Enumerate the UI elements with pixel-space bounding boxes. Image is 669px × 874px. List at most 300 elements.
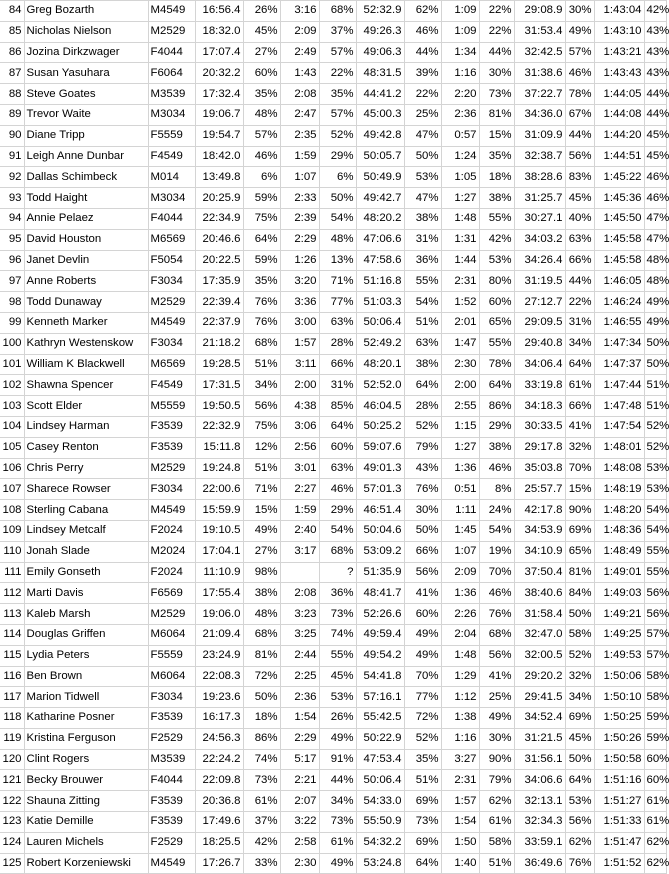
cell-run-pct: 30% — [565, 1, 594, 22]
cell-t1-time: 3:22 — [280, 812, 319, 833]
cell-division: F2024 — [148, 562, 195, 583]
cell-swim-pct: 59% — [243, 188, 280, 209]
cell-swim-time: 20:22.5 — [195, 250, 243, 271]
cell-run-time: 30:33.5 — [514, 416, 565, 437]
table-row — [0, 1, 666, 22]
cell-t2-pct: 53% — [479, 250, 514, 271]
cell-bike-pct: 49% — [404, 645, 441, 666]
table-row — [0, 458, 666, 479]
cell-t2-time: 1:50 — [441, 832, 479, 853]
cell-run-pct: 67% — [565, 104, 594, 125]
cell-total-time: 1:48:19 — [594, 479, 644, 500]
cell-division: M2024 — [148, 541, 195, 562]
cell-t2-pct: 78% — [479, 354, 514, 375]
cell-division: F2529 — [148, 728, 195, 749]
cell-bike-pct: 43% — [404, 458, 441, 479]
cell-t2-pct: 29% — [479, 416, 514, 437]
cell-bike-pct: 44% — [404, 42, 441, 63]
cell-swim-pct: 68% — [243, 333, 280, 354]
cell-run-pct: 63% — [565, 229, 594, 250]
cell-bike-time: 52:26.6 — [356, 604, 404, 625]
cell-run-time: 31:09.9 — [514, 125, 565, 146]
cell-place: 94 — [0, 208, 24, 229]
cell-place: 90 — [0, 125, 24, 146]
cell-bike-time: 46:04.5 — [356, 396, 404, 417]
cell-name: Anne Roberts — [24, 271, 148, 292]
cell-bike-time: 53:09.2 — [356, 541, 404, 562]
table-row — [0, 853, 666, 874]
cell-place: 120 — [0, 749, 24, 770]
cell-total-time: 1:47:48 — [594, 396, 644, 417]
cell-division: F5054 — [148, 250, 195, 271]
cell-bike-time: 51:35.9 — [356, 562, 404, 583]
cell-t1-pct: 63% — [319, 458, 356, 479]
cell-place: 112 — [0, 583, 24, 604]
cell-run-time: 31:21.5 — [514, 728, 565, 749]
cell-swim-time: 17:49.6 — [195, 812, 243, 833]
cell-name: Diane Tripp — [24, 125, 148, 146]
cell-swim-time: 17:04.1 — [195, 541, 243, 562]
cell-name: Katie Demille — [24, 812, 148, 833]
cell-name: Douglas Griffen — [24, 624, 148, 645]
cell-t1-pct: 73% — [319, 812, 356, 833]
cell-t2-pct: 58% — [479, 832, 514, 853]
cell-run-time: 29:08.9 — [514, 1, 565, 22]
cell-t2-time: 1:16 — [441, 728, 479, 749]
cell-name: Sterling Cabana — [24, 500, 148, 521]
cell-place: 119 — [0, 728, 24, 749]
cell-t2-time: 2:01 — [441, 312, 479, 333]
cell-name: Shawna Spencer — [24, 375, 148, 396]
table-row — [0, 104, 666, 125]
cell-bike-time: 57:16.1 — [356, 687, 404, 708]
cell-run-pct: 90% — [565, 500, 594, 521]
table-row — [0, 396, 666, 417]
cell-division: M4549 — [148, 853, 195, 874]
cell-bike-pct: 41% — [404, 583, 441, 604]
cell-place: 109 — [0, 520, 24, 541]
cell-t1-pct: 73% — [319, 604, 356, 625]
cell-name: Nicholas Nielson — [24, 21, 148, 42]
cell-division: F4044 — [148, 42, 195, 63]
cell-swim-time: 22:32.9 — [195, 416, 243, 437]
cell-swim-pct: 45% — [243, 21, 280, 42]
cell-total-time: 1:48:36 — [594, 520, 644, 541]
cell-swim-time: 19:54.7 — [195, 125, 243, 146]
table-row — [0, 791, 666, 812]
cell-division: F3539 — [148, 416, 195, 437]
cell-total-time: 1:43:10 — [594, 21, 644, 42]
cell-total-time: 1:51:47 — [594, 832, 644, 853]
cell-run-time: 29:17.8 — [514, 437, 565, 458]
cell-t2-time: 1:48 — [441, 208, 479, 229]
cell-place: 123 — [0, 812, 24, 833]
cell-place: 88 — [0, 84, 24, 105]
cell-swim-pct: 37% — [243, 812, 280, 833]
cell-swim-time: 19:50.5 — [195, 396, 243, 417]
cell-t1-time: 1:26 — [280, 250, 319, 271]
cell-run-pct: 56% — [565, 812, 594, 833]
cell-place: 115 — [0, 645, 24, 666]
cell-t1-time: 3:00 — [280, 312, 319, 333]
cell-t2-time: 2:09 — [441, 562, 479, 583]
cell-swim-pct: 57% — [243, 125, 280, 146]
cell-bike-pct: 54% — [404, 292, 441, 313]
cell-bike-time: 47:53.4 — [356, 749, 404, 770]
cell-total-pct: 60% — [644, 749, 666, 770]
cell-swim-pct: 35% — [243, 84, 280, 105]
cell-place: 96 — [0, 250, 24, 271]
cell-total-time: 1:47:44 — [594, 375, 644, 396]
cell-run-time: 32:00.5 — [514, 645, 565, 666]
cell-t2-pct: 65% — [479, 312, 514, 333]
cell-place: 101 — [0, 354, 24, 375]
cell-t1-pct: 77% — [319, 292, 356, 313]
cell-bike-pct: 52% — [404, 728, 441, 749]
cell-t1-time: 2:40 — [280, 520, 319, 541]
table-row — [0, 21, 666, 42]
cell-total-pct: 43% — [644, 63, 666, 84]
cell-total-time: 1:43:04 — [594, 1, 644, 22]
cell-t2-time: 1:54 — [441, 812, 479, 833]
cell-bike-pct: 77% — [404, 687, 441, 708]
cell-t2-time: 1:27 — [441, 437, 479, 458]
cell-place: 93 — [0, 188, 24, 209]
cell-t2-pct: 76% — [479, 604, 514, 625]
cell-bike-time: 47:58.6 — [356, 250, 404, 271]
cell-run-time: 34:53.9 — [514, 520, 565, 541]
cell-swim-time: 23:24.9 — [195, 645, 243, 666]
cell-swim-pct: 68% — [243, 624, 280, 645]
cell-bike-pct: 51% — [404, 770, 441, 791]
cell-t2-pct: 25% — [479, 687, 514, 708]
cell-t2-pct: 19% — [479, 541, 514, 562]
cell-t2-pct: 46% — [479, 458, 514, 479]
table-row — [0, 728, 666, 749]
cell-t2-pct: 38% — [479, 437, 514, 458]
cell-bike-pct: 46% — [404, 21, 441, 42]
cell-run-pct: 65% — [565, 541, 594, 562]
cell-t2-pct: 68% — [479, 624, 514, 645]
cell-run-time: 27:12.7 — [514, 292, 565, 313]
cell-t2-pct: 61% — [479, 812, 514, 833]
cell-t1-time: 1:43 — [280, 63, 319, 84]
cell-t1-time: 2:56 — [280, 437, 319, 458]
cell-bike-pct: 39% — [404, 63, 441, 84]
cell-t2-pct: 49% — [479, 708, 514, 729]
cell-swim-time: 18:42.0 — [195, 146, 243, 167]
cell-t1-pct: 46% — [319, 479, 356, 500]
cell-place: 87 — [0, 63, 24, 84]
cell-run-time: 29:09.5 — [514, 312, 565, 333]
cell-t2-pct: 86% — [479, 396, 514, 417]
cell-total-time: 1:48:49 — [594, 541, 644, 562]
cell-bike-pct: 79% — [404, 437, 441, 458]
cell-swim-pct: 86% — [243, 728, 280, 749]
cell-run-pct: 81% — [565, 562, 594, 583]
table-row — [0, 770, 666, 791]
cell-run-time: 34:03.2 — [514, 229, 565, 250]
cell-total-time: 1:49:21 — [594, 604, 644, 625]
cell-t2-time: 1:34 — [441, 42, 479, 63]
cell-run-pct: 70% — [565, 458, 594, 479]
cell-total-time: 1:51:52 — [594, 853, 644, 874]
cell-place: 95 — [0, 229, 24, 250]
cell-t1-time: 2:58 — [280, 832, 319, 853]
cell-bike-pct: 52% — [404, 416, 441, 437]
cell-run-time: 31:25.7 — [514, 188, 565, 209]
cell-t2-pct: 30% — [479, 63, 514, 84]
cell-run-pct: 32% — [565, 437, 594, 458]
cell-bike-time: 54:33.0 — [356, 791, 404, 812]
cell-bike-time: 54:32.2 — [356, 832, 404, 853]
cell-bike-time: 49:42.8 — [356, 125, 404, 146]
cell-bike-pct: 38% — [404, 354, 441, 375]
cell-t1-pct: 61% — [319, 832, 356, 853]
table-row — [0, 208, 666, 229]
cell-t1-pct: 60% — [319, 437, 356, 458]
cell-total-pct: 47% — [644, 229, 666, 250]
cell-t2-pct: 80% — [479, 271, 514, 292]
cell-t2-time: 2:31 — [441, 271, 479, 292]
cell-t2-time: 3:27 — [441, 749, 479, 770]
cell-place: 117 — [0, 687, 24, 708]
cell-run-time: 32:34.3 — [514, 812, 565, 833]
cell-t2-pct: 15% — [479, 125, 514, 146]
cell-t2-pct: 81% — [479, 104, 514, 125]
cell-total-time: 1:49:03 — [594, 583, 644, 604]
cell-bike-pct: 64% — [404, 853, 441, 874]
cell-total-pct: 44% — [644, 84, 666, 105]
cell-t1-time: 1:57 — [280, 333, 319, 354]
cell-total-pct: 58% — [644, 666, 666, 687]
cell-run-pct: 64% — [565, 770, 594, 791]
cell-swim-time: 22:24.2 — [195, 749, 243, 770]
cell-swim-time: 15:11.8 — [195, 437, 243, 458]
cell-run-time: 37:22.7 — [514, 84, 565, 105]
cell-name: William K Blackwell — [24, 354, 148, 375]
cell-division: M3034 — [148, 188, 195, 209]
cell-total-time: 1:43:43 — [594, 63, 644, 84]
cell-total-time: 1:47:34 — [594, 333, 644, 354]
cell-t1-time: 3:25 — [280, 624, 319, 645]
cell-bike-time: 50:06.4 — [356, 312, 404, 333]
cell-t1-time: 2:27 — [280, 479, 319, 500]
cell-name: Trevor Waite — [24, 104, 148, 125]
cell-run-pct: 34% — [565, 333, 594, 354]
cell-run-time: 35:03.8 — [514, 458, 565, 479]
cell-place: 121 — [0, 770, 24, 791]
cell-total-pct: 48% — [644, 250, 666, 271]
cell-run-time: 32:47.0 — [514, 624, 565, 645]
cell-total-time: 1:43:21 — [594, 42, 644, 63]
cell-t2-time: 1:11 — [441, 500, 479, 521]
cell-t1-time: 3:36 — [280, 292, 319, 313]
cell-run-time: 34:06.4 — [514, 354, 565, 375]
cell-total-pct: 57% — [644, 645, 666, 666]
cell-bike-time: 48:20.2 — [356, 208, 404, 229]
cell-t1-time: 1:59 — [280, 500, 319, 521]
cell-division: F3034 — [148, 271, 195, 292]
cell-swim-pct: 61% — [243, 791, 280, 812]
cell-swim-time: 16:17.3 — [195, 708, 243, 729]
cell-swim-time: 20:46.6 — [195, 229, 243, 250]
cell-t1-time: 2:47 — [280, 104, 319, 125]
cell-t2-pct: 51% — [479, 853, 514, 874]
table-row — [0, 541, 666, 562]
cell-division: F4044 — [148, 208, 195, 229]
cell-place: 102 — [0, 375, 24, 396]
cell-total-time: 1:44:20 — [594, 125, 644, 146]
cell-swim-time: 19:06.0 — [195, 604, 243, 625]
cell-swim-pct: 33% — [243, 853, 280, 874]
cell-bike-pct: 47% — [404, 188, 441, 209]
cell-t2-time: 1:29 — [441, 666, 479, 687]
cell-t1-time: 2:00 — [280, 375, 319, 396]
cell-name: Emily Gonseth — [24, 562, 148, 583]
cell-run-time: 31:58.4 — [514, 604, 565, 625]
cell-bike-pct: 35% — [404, 749, 441, 770]
cell-division: M4549 — [148, 312, 195, 333]
cell-total-pct: 51% — [644, 396, 666, 417]
cell-total-pct: 50% — [644, 333, 666, 354]
cell-swim-pct: 51% — [243, 458, 280, 479]
cell-division: F3539 — [148, 812, 195, 833]
cell-bike-time: 44:41.2 — [356, 84, 404, 105]
table-row — [0, 63, 666, 84]
cell-swim-pct: 76% — [243, 312, 280, 333]
cell-swim-pct: 75% — [243, 416, 280, 437]
cell-bike-pct: 69% — [404, 832, 441, 853]
cell-name: Jozina Dirkzwager — [24, 42, 148, 63]
cell-total-pct: 56% — [644, 583, 666, 604]
table-row — [0, 520, 666, 541]
cell-total-time: 1:45:36 — [594, 188, 644, 209]
cell-t2-pct: 18% — [479, 167, 514, 188]
cell-bike-pct: 49% — [404, 624, 441, 645]
cell-t1-pct: 37% — [319, 21, 356, 42]
cell-run-pct: 84% — [565, 583, 594, 604]
cell-t2-pct: 55% — [479, 333, 514, 354]
cell-swim-pct: 71% — [243, 479, 280, 500]
cell-place: 105 — [0, 437, 24, 458]
cell-t1-time: 4:38 — [280, 396, 319, 417]
cell-bike-time: 45:00.3 — [356, 104, 404, 125]
cell-name: Kenneth Marker — [24, 312, 148, 333]
cell-swim-pct: 27% — [243, 42, 280, 63]
cell-bike-time: 54:41.8 — [356, 666, 404, 687]
cell-name: Dallas Schimbeck — [24, 167, 148, 188]
cell-place: 86 — [0, 42, 24, 63]
cell-division: M2529 — [148, 21, 195, 42]
cell-t1-time: 3:17 — [280, 541, 319, 562]
cell-total-pct: 52% — [644, 437, 666, 458]
cell-t1-time: 2:33 — [280, 188, 319, 209]
cell-run-time: 36:49.6 — [514, 853, 565, 874]
cell-swim-pct: 38% — [243, 583, 280, 604]
cell-t1-time: 3:06 — [280, 416, 319, 437]
cell-t2-pct: 56% — [479, 645, 514, 666]
table-row — [0, 562, 666, 583]
cell-name: Marion Tidwell — [24, 687, 148, 708]
cell-t1-pct: 57% — [319, 42, 356, 63]
cell-total-pct: 42% — [644, 1, 666, 22]
cell-t1-pct: 28% — [319, 333, 356, 354]
cell-division: F6064 — [148, 63, 195, 84]
cell-swim-pct: 15% — [243, 500, 280, 521]
cell-total-time: 1:49:01 — [594, 562, 644, 583]
cell-t2-time: 2:55 — [441, 396, 479, 417]
cell-t1-pct: 68% — [319, 541, 356, 562]
cell-division: M5559 — [148, 396, 195, 417]
cell-t2-time: 1:47 — [441, 333, 479, 354]
cell-t1-pct: 63% — [319, 312, 356, 333]
cell-run-pct: 56% — [565, 146, 594, 167]
cell-bike-pct: 56% — [404, 562, 441, 583]
cell-t1-pct: 54% — [319, 208, 356, 229]
cell-bike-time: 55:42.5 — [356, 708, 404, 729]
cell-run-pct: 69% — [565, 520, 594, 541]
cell-total-pct: 45% — [644, 125, 666, 146]
cell-total-pct: 55% — [644, 541, 666, 562]
cell-t1-time: 1:54 — [280, 708, 319, 729]
cell-t2-time: 2:26 — [441, 604, 479, 625]
cell-bike-time: 53:24.8 — [356, 853, 404, 874]
cell-t2-pct: 42% — [479, 229, 514, 250]
cell-name: Casey Renton — [24, 437, 148, 458]
cell-t2-time: 1:52 — [441, 292, 479, 313]
cell-bike-time: 51:03.3 — [356, 292, 404, 313]
cell-run-pct: 15% — [565, 479, 594, 500]
cell-swim-time: 13:49.8 — [195, 167, 243, 188]
cell-run-pct: 64% — [565, 354, 594, 375]
cell-t1-pct: 52% — [319, 125, 356, 146]
cell-t2-time: 1:40 — [441, 853, 479, 874]
cell-bike-time: 46:51.4 — [356, 500, 404, 521]
cell-swim-time: 17:55.4 — [195, 583, 243, 604]
cell-total-time: 1:47:54 — [594, 416, 644, 437]
cell-total-pct: 44% — [644, 104, 666, 125]
cell-swim-time: 22:37.9 — [195, 312, 243, 333]
cell-division: M4549 — [148, 500, 195, 521]
cell-division: F3539 — [148, 708, 195, 729]
cell-t1-pct: 49% — [319, 728, 356, 749]
table-row — [0, 832, 666, 853]
cell-place: 125 — [0, 853, 24, 874]
cell-swim-time: 17:31.5 — [195, 375, 243, 396]
cell-t1-time: 2:44 — [280, 645, 319, 666]
cell-name: Leigh Anne Dunbar — [24, 146, 148, 167]
cell-run-time: 29:40.8 — [514, 333, 565, 354]
cell-name: Steve Goates — [24, 84, 148, 105]
cell-run-pct: 49% — [565, 21, 594, 42]
cell-t2-pct: 24% — [479, 500, 514, 521]
cell-total-pct: 48% — [644, 271, 666, 292]
cell-t1-time: 3:01 — [280, 458, 319, 479]
cell-total-time: 1:48:20 — [594, 500, 644, 521]
cell-run-time: 31:53.4 — [514, 21, 565, 42]
cell-name: Clint Rogers — [24, 749, 148, 770]
cell-t1-time: 3:16 — [280, 1, 319, 22]
cell-t1-time — [280, 562, 319, 583]
cell-swim-time: 19:28.5 — [195, 354, 243, 375]
cell-t1-time: 2:07 — [280, 791, 319, 812]
cell-t2-time: 1:05 — [441, 167, 479, 188]
cell-swim-pct: 48% — [243, 104, 280, 125]
cell-name: Jonah Slade — [24, 541, 148, 562]
table-row — [0, 500, 666, 521]
cell-total-pct: 50% — [644, 354, 666, 375]
